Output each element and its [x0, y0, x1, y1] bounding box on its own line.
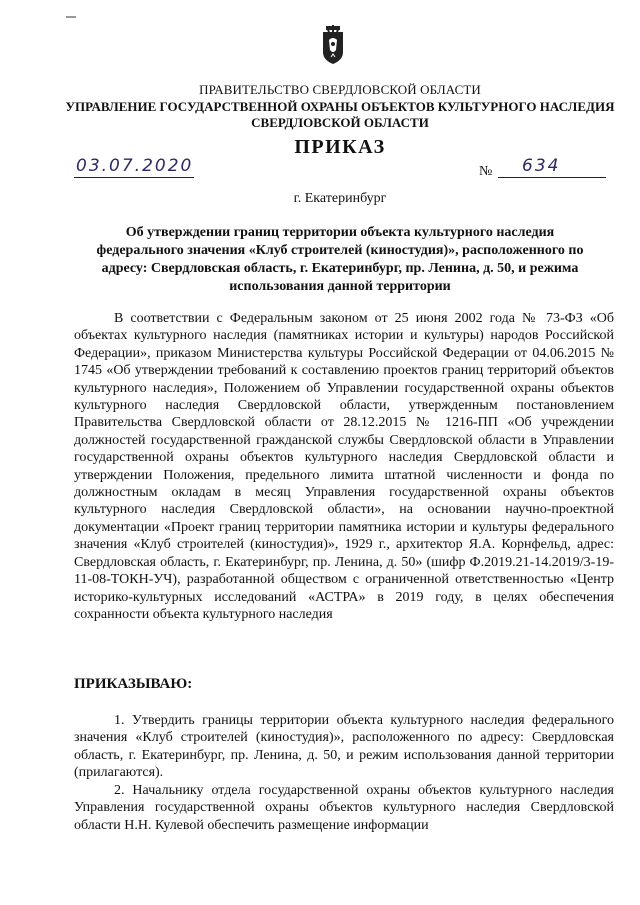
document-title: ПРИКАЗ: [294, 136, 386, 158]
department-line-1: УПРАВЛЕНИЕ ГОСУДАРСТВЕННОЙ ОХРАНЫ ОБЪЕКТОВ КУЛЬТУРНОГО НАСЛЕДИЯ: [65, 99, 615, 114]
city-name: г. Екатеринбург: [293, 191, 387, 206]
government-name: ПРАВИТЕЛЬСТВО СВЕРДЛОВСКОЙ ОБЛАСТИ: [199, 82, 481, 97]
number-field: [498, 158, 606, 180]
preamble-paragraph: В соответствии с Федеральным законом от 25 июня 2002 года № 73-ФЗ «Об объектах культурного наследия (памятниках истории и культуры) народов Российской Федерации», приказом Министерства культуры Российской Федерации от 04.06.2015 № 1745 «Об утверждении требований к составлению проектов границ территорий объектов культурного наследия», Положением об Управлении государственной охраны объектов культурного наследия Свердловской области, утвержденным постановлением Правительства Свердловской области от 28.12.2015 № 1216-ПП «Об учреждении должностей государственной гражданской службы Свердловской области в Управлении государственной охраны объектов культурного наследия Свердловской области и утверждении Положения, предельного лимита штатной численности и фонда по должностным окладам в месяц Управления государственной охраны объектов культурного наследия Свердловской области», на основании научно-проектной документации «Проект границ территории памятника истории и культуры федерального значения «Клуб строителей (киностудия)», 1929 г., архитектор Я.А. Корнфельд, адрес: Свердловская область, г. Екатеринбург, пр. Ленина, д. 50» (шифр Ф.2019.21-14.2019/3-19-11-08-ТОКН-УЧ), разработанной обществом с ограниченной ответственностью «Центр историко-культурных исследований «АСТРА» в 2019 году, в целях обеспечения сохранности объекта культурного наследия: [74, 311, 614, 622]
department-name: [60, 99, 620, 131]
order-item-1: 1. Утвердить границы территории объекта культурного наследия федерального значения «Клуб строителей (киностудия)», расположенного по адресу: Свердловская область, г. Екатеринбург, пр. Ленина, д. 50, и режим использования данной территории (прилагаются).: [74, 713, 614, 781]
handwritten-date: 03.07.2020: [76, 156, 194, 176]
date-underline: [74, 177, 194, 178]
number-underline: [498, 177, 606, 178]
department-line-2: СВЕРДЛОВСКОЙ ОБЛАСТИ: [251, 115, 429, 130]
number-label: №: [479, 164, 493, 179]
scan-mark: [66, 16, 76, 18]
handwritten-number: 634: [522, 156, 561, 176]
coat-of-arms-icon: [319, 24, 347, 66]
order-heading: ПРИКАЗЫВАЮ:: [74, 676, 193, 692]
date-field: [74, 158, 194, 180]
order-subject: Об утверждении границ территории объекта культурного наследия федерального значения «Клуб строителей (киностудия)», расположенного по адресу: Свердловская область, г. Екатеринбург, пр. Ленина, д. 50, и режима использования данной территории: [96, 225, 584, 294]
order-item-2: 2. Начальнику отдела государственной охраны объектов культурного наследия Управления государственной охраны объектов культурного наследия Свердловской области Н.Н. Кулевой обеспечить размещение информации: [74, 783, 614, 833]
